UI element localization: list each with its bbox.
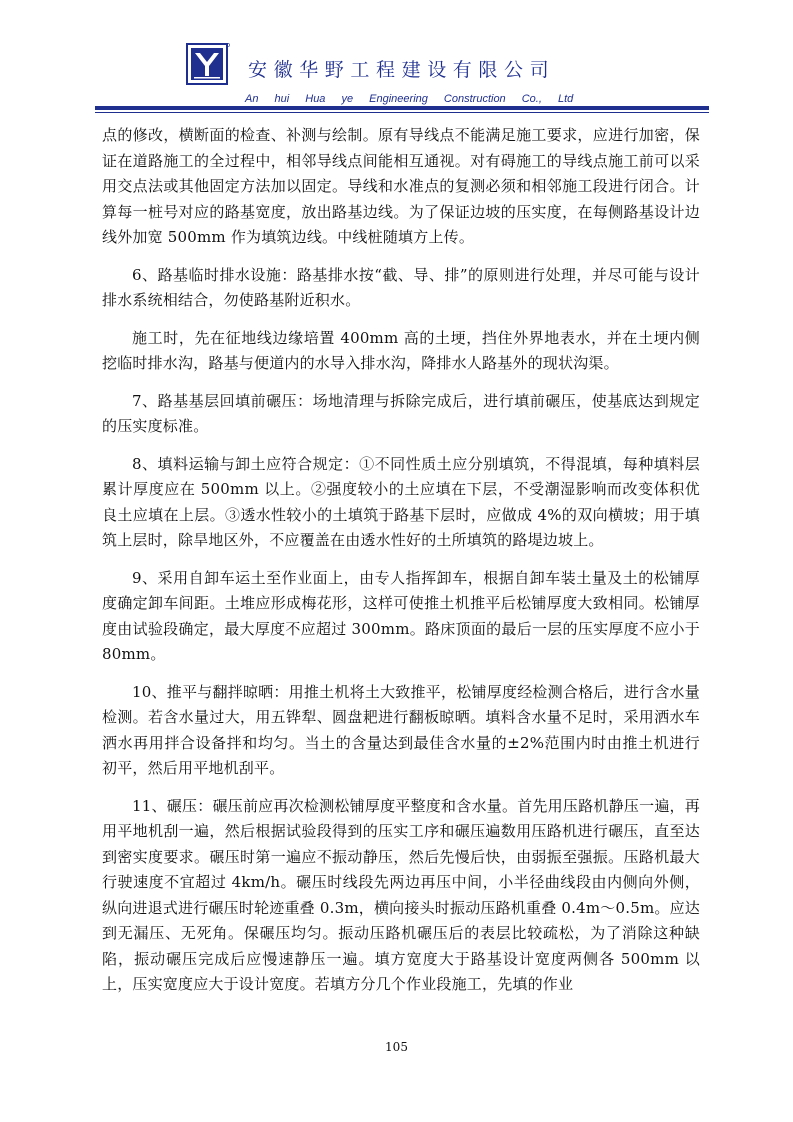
paragraph-item-9: 9、采用自卸车运土至作业面上，由专人指挥卸车，根据自卸车装土量及土的松铺厚度确定卸车间距。土堆应形成梅花形，这样可使推土机推平后松铺厚度大致相同。松铺厚度由试验段确定，最大厚度不应超过 300mm。路床顶面的最后一层的压实厚度不应小于 80mm。 xyxy=(102,568,700,663)
paragraph-item-10: 10、推平与翻拌晾晒：用推土机将土大致推平，松铺厚度经检测合格后，进行含水量检测。若含水量过大，用五铧犁、圆盘耙进行翻板晾晒。填料含水量不足时，采用洒水车洒水再用拌合设备拌和均匀。当土的含量达到最佳含水量的±2%范围内时由推土机进行初平，然后用平地机刮平。 xyxy=(102,682,700,777)
page-number: 105 xyxy=(385,1040,408,1054)
page-header xyxy=(0,0,793,122)
paragraph-continuation: 点的修改，横断面的检查、补测与绘制。原有导线点不能满足施工要求，应进行加密，保证在道路施工的全过程中，相邻导线点间能相互通视。对有碍施工的导线点施工前可以采用交点法或其他固定方法加以固定。导线和水准点的复测必须和相邻施工段进行闭合。计算每一桩号对应的路基宽度，放出路基边线。为了保证边坡的压实度，在每侧路基设计边线外加宽 500mm 作为填筑边线。中线桩随填方上传。 xyxy=(102,126,700,246)
company-logo-icon xyxy=(186,42,230,86)
paragraph-item-6-detail: 施工时，先在征地线边缘培置 400mm 高的土埂，挡住外界地表水，并在土埂内侧挖临时排水沟，路基与便道内的水导入排水沟，降排水人路基外的现状沟渠。 xyxy=(102,328,700,372)
header-divider-thick xyxy=(95,106,709,110)
header-divider-thin xyxy=(95,112,709,113)
paragraph-item-6: 6、路基临时排水设施：路基排水按“截、导、排”的原则进行处理，并尽可能与设计排水系统相结合，勿使路基附近积水。 xyxy=(102,265,700,309)
document-body xyxy=(102,123,700,1010)
paragraph-item-7: 7、路基基层回填前碾压：场地清理与拆除完成后，进行填前碾压，使基底达到规定的压实度标准。 xyxy=(102,391,700,435)
paragraph-item-11: 11、碾压：碾压前应再次检测松铺厚度平整度和含水量。首先用压路机静压一遍，再用平地机刮一遍，然后根据试验段得到的压实工序和碾压遍数用压路机进行碾压，直至达到密实度要求。碾压时第一遍应不振动静压，然后先慢后快，由弱振至强振。压路机最大行驶速度不宜超过 4km/h。碾压时线段先两边再压中间，小半径曲线段由内侧向外侧，纵向进退式进行碾压时轮迹重叠 0.3m，横向接头时振动压路机重叠 0.4m～0.5m。应达到无漏压、无死角。保碾压均匀。振动压路机碾压后的表层比较疏松，为了消除这种缺陷，振动碾压完成后应慢速静压一遍。填方宽度大于路基设计宽度两侧各 500mm 以上，压实宽度应大于设计宽度。若填方分几个作业段施工，先填的作业 xyxy=(102,796,700,993)
company-name-cn: 安徽华野工程建设有限公司 xyxy=(248,59,556,81)
paragraph-item-8: 8、填料运输与卸土应符合规定：①不同性质土应分别填筑，不得混填，每种填料层累计厚度应在 500mm 以上。②强度较小的土应填在下层，不受潮湿影响而改变体积优良土应填在上层。③透水性较小的土填筑于路基下层时，应做成 4%的双向横坡；用于填筑上层时，除旱地区外，不应覆盖在由透水性好的土所填筑的路堤边坡上。 xyxy=(102,454,700,549)
company-name-en: An hui Hua ye Engineering Construction Co., Ltd xyxy=(245,93,574,105)
